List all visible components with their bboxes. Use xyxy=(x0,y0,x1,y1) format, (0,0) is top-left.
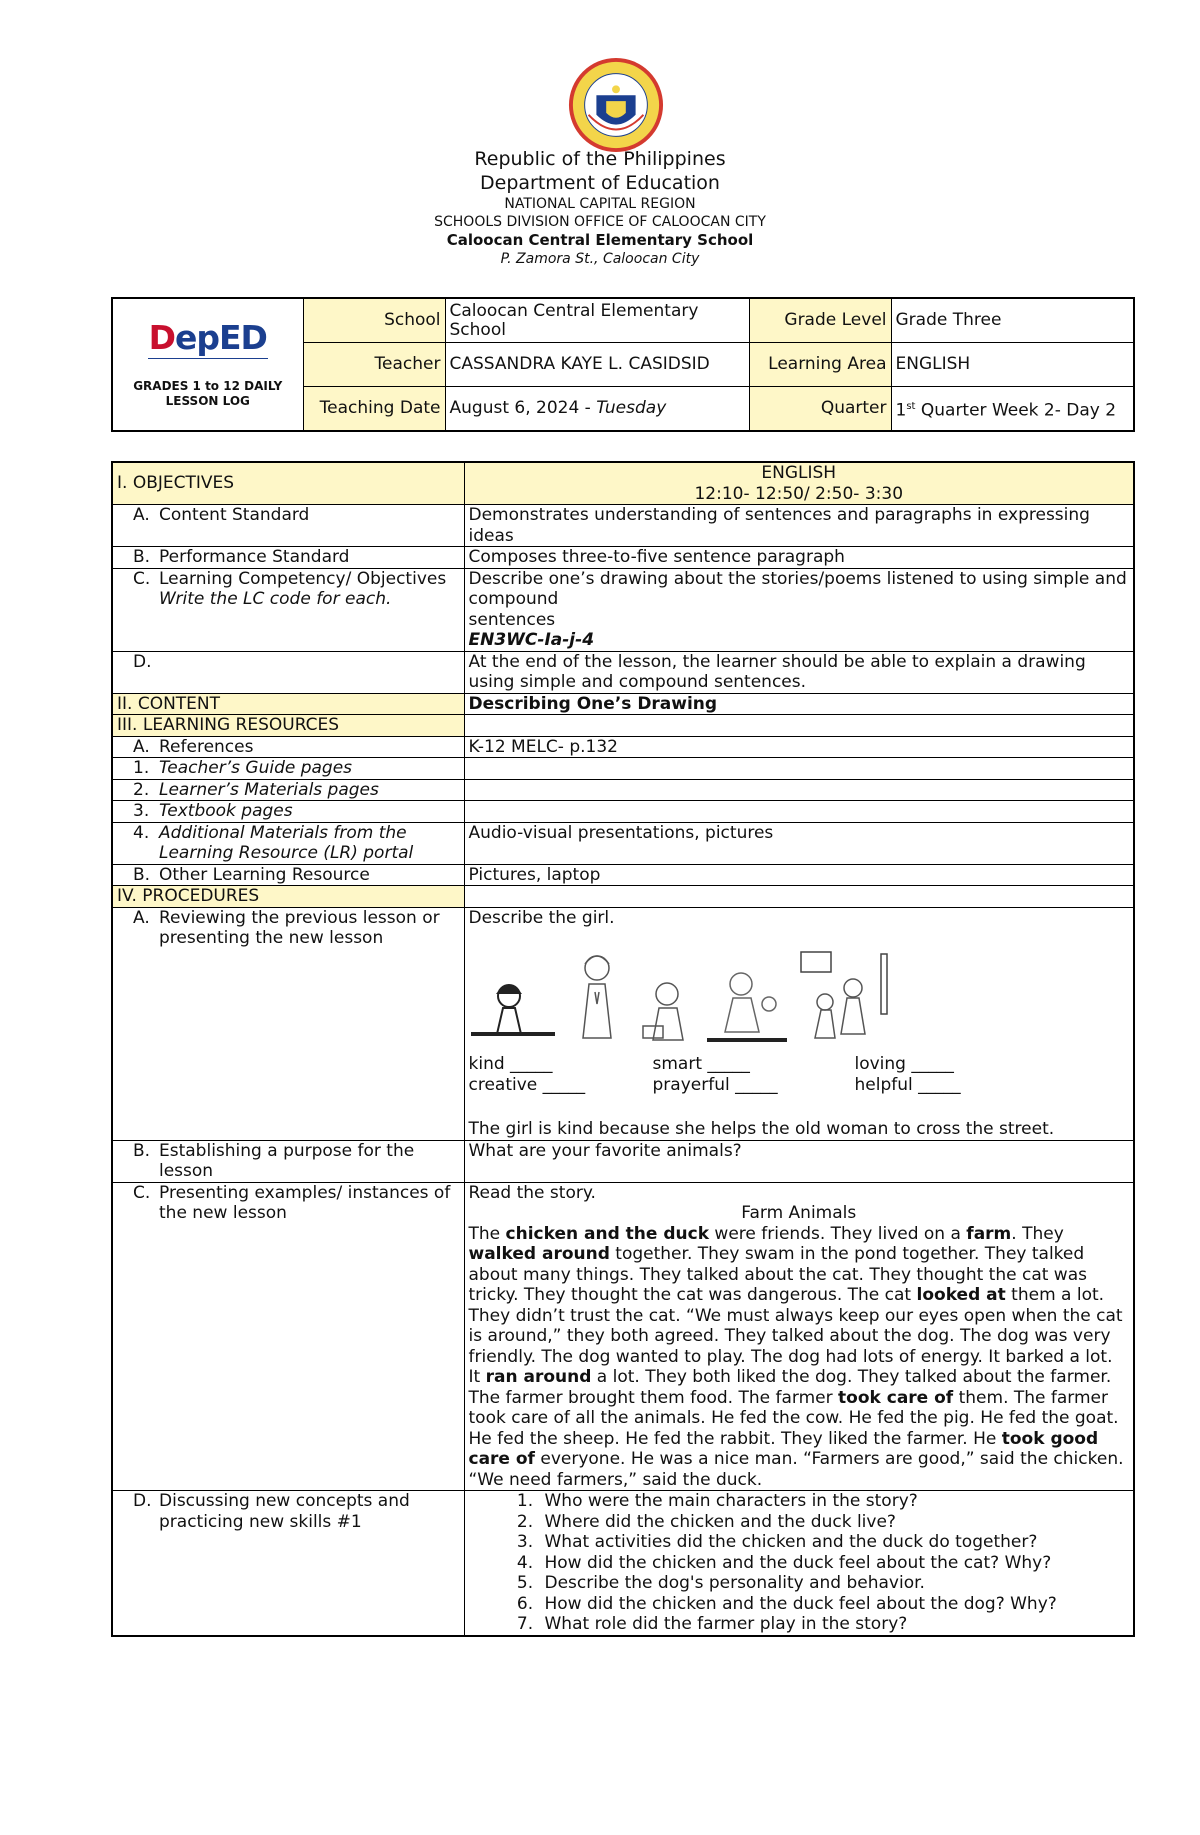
question-item: 4. How did the chicken and the duck feel about the cat? Why? xyxy=(539,1553,1130,1574)
other-resource-value: Pictures, laptop xyxy=(464,864,1134,886)
adjective-kind: kind _____ xyxy=(468,1054,553,1074)
question-item: 2. Where did the chicken and the duck live? xyxy=(539,1512,1130,1533)
additional-materials-label: Additional Materials from the Learning Resource (LR) portal xyxy=(159,822,414,863)
other-resource-label: Other Learning Resource xyxy=(159,864,370,885)
performance-standard-label: Performance Standard xyxy=(159,547,350,567)
objective-d-row: D. At the end of the lesson, the learner should be able to explain a drawing using simple and compound sentences. xyxy=(112,651,1134,693)
references-value: K-12 MELC- p.132 xyxy=(464,736,1134,758)
procedure-a-label: Reviewing the previous lesson or presenting the new lesson xyxy=(159,907,440,948)
read-story-prompt: Read the story. xyxy=(468,1182,596,1203)
additional-materials-row: 4. Additional Materials from the Learning Resource (LR) portal Audio-visual presentations, pictures xyxy=(112,822,1134,864)
grade-level-value: Grade Three xyxy=(891,298,1134,343)
learning-competency-value: Describe one’s drawing about the stories/poems listened to using simple and compound xyxy=(468,568,1127,609)
class-time: 12:10- 12:50/ 2:50- 3:30 xyxy=(694,483,904,504)
adjective-loving: loving _____ xyxy=(854,1054,954,1074)
girl-crossing-street-image xyxy=(797,948,899,1044)
additional-materials-value: Audio-visual presentations, pictures xyxy=(464,822,1134,864)
teaching-date-label: Teaching Date xyxy=(303,387,445,432)
lesson-info-table xyxy=(111,297,1135,432)
teachers-guide-row: 1. Teacher’s Guide pages xyxy=(112,758,1134,780)
subject-name: ENGLISH xyxy=(761,463,837,483)
discussion-questions xyxy=(469,1491,1130,1635)
procedure-d-row: D. Discussing new concepts and practicing new skills #1 1. Who were the main characters in the story? 2. Where did the chicken and the duck live? 3. What activities did the chicken and the duck do together? 4. How did the chicken and the duck feel about the cat? Why? 5. Describe the dog's personality and behavior. 6. How did the chicken and the duck feel about the dog? Why? 7. What role did the farmer play in the story? xyxy=(112,1491,1134,1636)
header-region: NATIONAL CAPITAL REGION xyxy=(504,196,696,212)
content-value: Describing One’s Drawing xyxy=(464,693,1134,715)
deped-logo: DepED xyxy=(148,318,267,357)
procedure-d-label: Discussing new concepts and practicing new skills #1 xyxy=(159,1491,410,1532)
learning-competency-row: C. Learning Competency/ Objectives Write the LC code for each. Describe one’s drawing about the stories/poems listened to using simple and compound sentences EN3WC-Ia-j-4 xyxy=(112,568,1134,651)
resources-header: III. LEARNING RESOURCES xyxy=(112,715,464,737)
procedure-b-label: Establishing a purpose for the lesson xyxy=(159,1140,415,1181)
content-row xyxy=(112,693,1134,715)
procedure-b-value: What are your favorite animals? xyxy=(464,1140,1134,1182)
performance-standard-value: Composes three-to-five sentence paragraph xyxy=(464,547,1134,569)
performance-standard-row: B. Performance Standard Composes three-to-five sentence paragraph xyxy=(112,547,1134,569)
objectives-header: I. OBJECTIVES xyxy=(112,462,464,505)
content-standard-row: A. Content Standard Demonstrates understanding of sentences and paragraphs in expressing ideas xyxy=(112,505,1134,547)
teachers-guide-label: Teacher’s Guide pages xyxy=(159,758,353,778)
procedure-c-label: Presenting examples/ instances of the new lesson xyxy=(159,1182,451,1223)
procedures-header-row xyxy=(112,886,1134,908)
teaching-date-value: August 6, 2024 - Tuesday xyxy=(445,387,749,432)
other-resource-row: B. Other Learning Resource Pictures, laptop xyxy=(112,864,1134,886)
header-division: SCHOOLS DIVISION OFFICE OF CALOOCAN CITY xyxy=(434,214,766,230)
story-title: Farm Animals xyxy=(741,1203,857,1223)
textbook-row: 3. Textbook pages xyxy=(112,801,1134,823)
school-value: Caloocan Central Elementary School xyxy=(445,298,749,343)
school-label: School xyxy=(303,298,445,343)
dll-caption: GRADES 1 to 12 DAILY LESSON LOG xyxy=(133,379,283,408)
question-item: 7. What role did the farmer play in the story? xyxy=(539,1614,1130,1635)
content-standard-label: Content Standard xyxy=(159,505,310,525)
teaching-day: Tuesday xyxy=(596,398,667,418)
girl-reading-image xyxy=(469,974,557,1044)
learners-materials-row: 2. Learner’s Materials pages xyxy=(112,779,1134,801)
grade-level-label: Grade Level xyxy=(749,298,891,343)
deped-seal-logo xyxy=(567,56,665,154)
girl-helping-image xyxy=(707,962,787,1044)
references-row: A. References K-12 MELC- p.132 xyxy=(112,736,1134,758)
question-item: 5. Describe the dog's personality and behavior. xyxy=(539,1573,1130,1594)
question-item: 3. What activities did the chicken and the duck do together? xyxy=(539,1532,1130,1553)
question-item: 1. Who were the main characters in the story? xyxy=(539,1491,1130,1512)
learning-area-label: Learning Area xyxy=(749,343,891,387)
question-item: 6. How did the chicken and the duck feel about the dog? Why? xyxy=(539,1594,1130,1615)
quarter-value: 1st Quarter Week 2- Day 2 xyxy=(891,387,1134,432)
deped-logo-cell xyxy=(112,298,303,431)
learning-area-value: ENGLISH xyxy=(891,343,1134,387)
header-republic: Republic of the Philippines xyxy=(474,148,726,170)
header-school: Caloocan Central Elementary School xyxy=(446,231,754,249)
teacher-label: Teacher xyxy=(303,343,445,387)
procedure-a-row: A. Reviewing the previous lesson or presenting the new lesson Describe the girl. kind _____ smart _____ loving _____ creative _____ prayerful _____ helpful _____ The girl is kind because she helps the old woman to cross the street. xyxy=(112,907,1134,1140)
header-department: Department of Education xyxy=(480,172,720,194)
content-standard-value: Demonstrates understanding of sentences and paragraphs in expressing ideas xyxy=(464,505,1134,547)
story-text: The chicken and the duck were friends. They lived on a farm. They walked around together. They swam in the pond together. They talked about many things. They talked about the cat. They thought the cat was tricky. They thought the cat was dangerous. The cat looked at them a lot. They didn’t trust the cat. “We must always keep our eyes open when the cat is around,” they both agreed. They talked about the dog. The dog was very friendly. The dog wanted to play. The dog had lots of energy. It barked a lot. It ran around a lot. They both liked the dog. They talked about the farmer. The farmer brought them food. The farmer took care of them. The farmer took care of all the animals. He fed the cow. He fed the pig. He fed the goat. He fed the sheep. He fed the rabbit. They liked the farmer. He took good care of everyone. He was a nice man. “Farmers are good,” said the chicken. “We need farmers,” said the duck. xyxy=(468,1223,1124,1490)
adjective-helpful: helpful _____ xyxy=(854,1074,961,1095)
lc-code: EN3WC-Ia-j-4 xyxy=(468,630,595,650)
lc-code-note: Write the LC code for each. xyxy=(159,589,392,609)
learners-materials-label: Learner’s Materials pages xyxy=(159,779,379,800)
procedures-header: IV. PROCEDURES xyxy=(112,886,464,908)
resources-header-row xyxy=(112,715,1134,737)
adjective-prayerful: prayerful _____ xyxy=(652,1074,778,1095)
describe-girl-prompt: Describe the girl. xyxy=(468,907,615,928)
learning-competency-label: Learning Competency/ Objectives xyxy=(159,568,447,589)
teacher-value: CASSANDRA KAYE L. CASIDSID xyxy=(445,343,749,387)
example-sentence: The girl is kind because she helps the old woman to cross the street. xyxy=(468,1119,1055,1139)
textbook-label: Textbook pages xyxy=(159,801,293,821)
adjective-list xyxy=(469,1054,1130,1095)
subject-time-cell xyxy=(464,462,1134,505)
objective-d-value: At the end of the lesson, the learner should be able to explain a drawing using simple and compound sentences. xyxy=(464,651,1134,693)
procedure-b-row: B. Establishing a purpose for the lesson What are your favorite animals? xyxy=(112,1140,1134,1182)
procedure-c-row: C. Presenting examples/ instances of the new lesson Read the story. Farm Animals The chicken and the duck were friends. They lived on a farm. They walked around together. They swam in the pond together. They talked about many things. They talked about the cat. They thought the cat was tricky. They thought the cat was dangerous. The cat looked at them a lot. They didn’t trust the cat. “We must always keep our eyes open when the cat is around,” they both agreed. They talked about the dog. The dog was very friendly. The dog wanted to play. The dog had lots of energy. It barked a lot. It ran around a lot. They both liked the dog. They talked about the farmer. The farmer brought them food. The farmer took care of them. The farmer took care of all the animals. He fed the cow. He fed the pig. He fed the goat. He fed the sheep. He fed the rabbit. They liked the farmer. He took good care of everyone. He was a nice man. “Farmers are good,” said the chicken. “We need farmers,” said the duck. xyxy=(112,1182,1134,1491)
girl-praying-image xyxy=(567,948,627,1044)
quarter-label: Quarter xyxy=(749,387,891,432)
girl-studying-image xyxy=(637,974,697,1044)
lesson-plan-table xyxy=(111,461,1135,1637)
header-address: P. Zamora St., Caloocan City xyxy=(500,251,700,267)
adjective-creative: creative _____ xyxy=(468,1074,586,1095)
girl-pictures xyxy=(469,944,1130,1044)
content-header: II. CONTENT xyxy=(112,693,464,715)
objectives-header-row xyxy=(112,462,1134,505)
references-label: References xyxy=(159,736,254,757)
adjective-smart: smart _____ xyxy=(652,1054,750,1074)
